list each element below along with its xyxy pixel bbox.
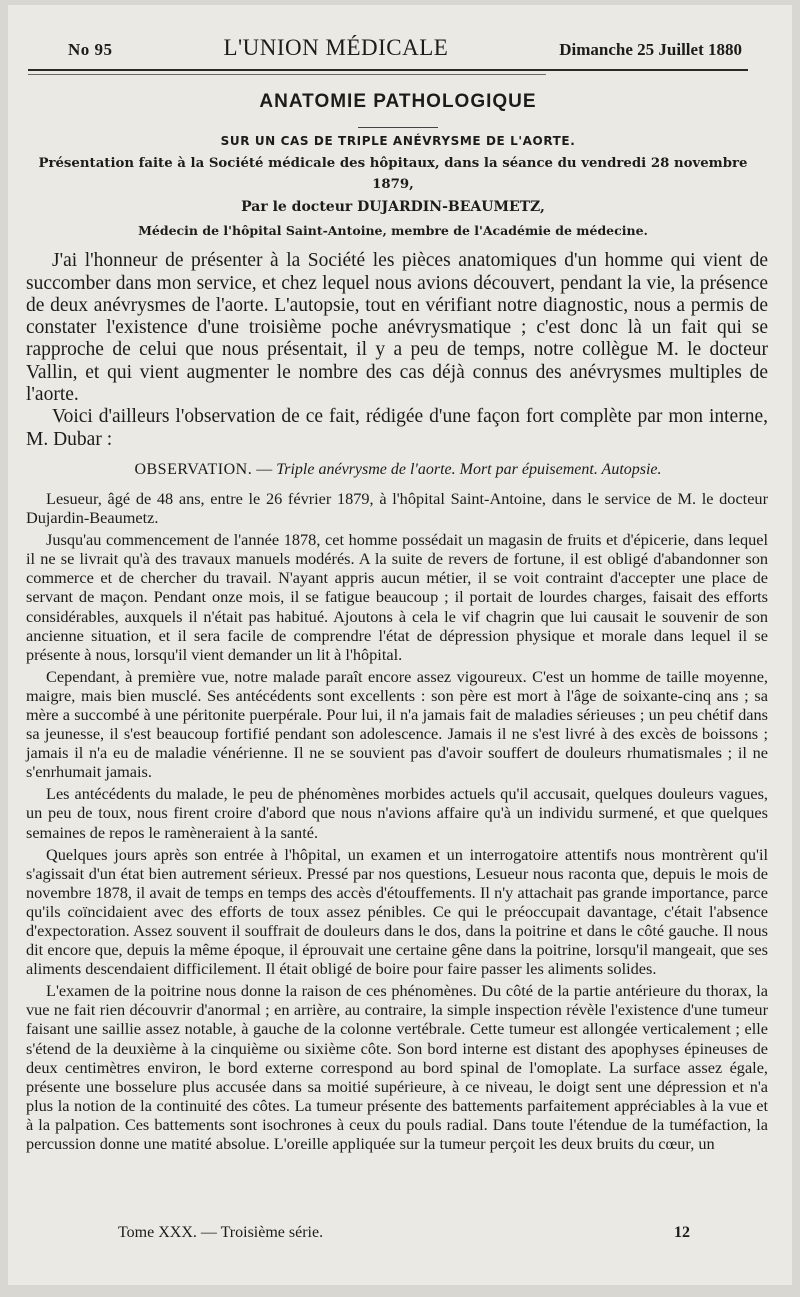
header-rule [28, 69, 748, 71]
presentation-line: Présentation faite à la Société médicale des hôpitaux, dans la séance du vendredi 28 novembre 1879, [38, 156, 748, 192]
journal-title: L'UNION MÉDICALE [223, 35, 449, 60]
page-footer [118, 1224, 690, 1242]
section-divider [358, 127, 438, 128]
observation-dash: — [252, 460, 277, 478]
observation-title: Triple anévrysme de l'aorte. Mort par épuisement. Autopsie. [276, 460, 662, 478]
volume-info: Tome XXX. — Troisième série. [118, 1224, 324, 1241]
article-title: SUR UN CAS DE TRIPLE ANÉVRYSME DE L'AORTE. [220, 134, 576, 148]
body-paragraph: Lesueur, âgé de 48 ans, entre le 26 février 1879, à l'hôpital Saint-Antoine, dans le service de M. le docteur Dujardin-Beaumetz. [26, 488, 768, 528]
observation-heading [28, 461, 768, 479]
body-paragraph: L'examen de la poitrine nous donne la raison de ces phénomènes. Du côté de la partie antérieure du thorax, la vue ne fait rien découvrir d'anormal ; en arrière, au contraire, la simple inspection révèle l'existence d'une tumeur faisant une saillie assez notable, à gauche de la colonne vertébrale. Cette tumeur est allongée verticalement ; elle s'étend de la deuxième à la cinquième ou sixième côte. Son bord interne est distant des apophyses épineuses de deux centimètres environ, le bord externe correspond au bord spinal de l'omoplate. La surface assez égale, présente une bosselure plus accusée dans sa moitié supérieure, à ce niveau, le doigt sent une dépression et n'a plus la notion de la continuité des côtes. La tumeur présente des battements parfaitement appréciables à la vue et à la palpation. Ces battements sont isochrones à ceux du pouls radial. Dans toute l'étendue de la tuméfaction, la percussion donne une matité absolue. L'oreille appliquée sur la tumeur perçoit les deux bruits du cœur, un [26, 981, 768, 1154]
header-rule-thin [28, 74, 546, 75]
author-line: Par le docteur DUJARDIN-BEAUMETZ, [241, 199, 545, 216]
observation-body [26, 489, 768, 1153]
body-paragraph: Quelques jours après son entrée à l'hôpital, un examen et un interrogatoire attentifs nous montrèrent qu'il s'agissait d'un état bien autrement sérieux. Pressé par nos questions, Lesueur nous raconta que, depuis le mois de novembre 1878, il avait de temps en temps des accès d'étouffements. Il n'y attachait pas grande importance, parce qu'ils coïncidaient avec des efforts de toux assez pénibles. Ce qui le préoccupait davantage, c'était l'absence d'expectoration. Assez souvent il souffrait de douleurs dans le dos, dans la poitrine et dans le côté gauche. Il nous dit encore que, depuis la même époque, il éprouvait une certaine gêne dans la poitrine, lorsqu'il mangeait, que ses aliments descendaient difficilement. Il était obligé de boire pour faire passer les aliments solides. [26, 844, 768, 979]
observation-label: OBSERVATION. [134, 460, 253, 478]
body-paragraph: Jusqu'au commencement de l'année 1878, cet homme possédait un magasin de fruits et d'épicerie, dans lequel il ne se livrait qu'à des travaux manuels modérés. A la suite de revers de fortune, il est obligé d'abandonner son commerce et de chercher du travail. N'ayant appris aucun métier, il se voit contraint d'accepter une place de servant de maçon. Pendant onze mois, il se fatigue beaucoup ; il portait de lourdes charges, faisait des efforts considérables, auxquels il n'était pas habitué. Ajoutons à cela le vif chagrin que lui causait le souvenir de son ancienne situation, et il sera facile de comprendre l'état de dépression physique et morale dans lequel il se présente à nous, lorsqu'il vient demander un lit à l'hôpital. [26, 530, 768, 664]
body-paragraph: Les antécédents du malade, le peu de phénomènes morbides actuels qu'il accusait, quelques douleurs vagues, un peu de toux, nous firent croire d'abord que nous n'avions affaire qu'à un individu surmené, et que quelques semaines de repos le ramèneraient à la santé. [26, 784, 768, 842]
page-number: 12 [674, 1224, 690, 1241]
issue-number: No 95 [68, 40, 113, 59]
lead-paragraph: J'ai l'honneur de présenter à la Société les pièces anatomiques d'un homme qui vient de succomber dans mon service, et chez lequel nous avions découvert, pendant la vie, la présence de deux anévrysmes de l'aorte. L'autopsie, tout en vérifiant notre diagnostic, nous a permis de constater l'existence d'une troisième poche anévrysmatique ; c'est donc là un fait qui se rapproche de celui que nous présentait, il y a peu de temps, notre collègue M. le docteur Vallin, et qui vient augmenter le nombre des cas déjà connus des anévrysmes multiples de l'aorte. [26, 250, 768, 406]
issue-date: Dimanche 25 Juillet 1880 [559, 40, 742, 59]
running-head [68, 35, 768, 61]
section-title: ANATOMIE PATHOLOGIQUE [259, 91, 537, 112]
body-paragraph: Cependant, à première vue, notre malade paraît encore assez vigoureux. C'est un homme de taille moyenne, maigre, mais bien musclé. Ses antécédents sont excellents : son père est mort à l'âge de soixante-cinq ans ; sa mère a succombé à une péritonite puerpérale. Pour lui, il n'a jamais fait de maladies sérieuses ; un peu chétif dans sa jeunesse, il s'est beaucoup fortifié pendant son adolescence. Jamais il ne s'est livré à des excès de boissons ; jamais il n'a eu de maladie vénérienne. Il ne se souvient pas d'avoir souffert de douleurs rhumatismales ; il ne s'enrhumait jamais. [26, 666, 768, 782]
lead-text [26, 250, 768, 451]
journal-page [8, 5, 792, 1285]
lead-paragraph: Voici d'ailleurs l'observation de ce fait, rédigée d'une façon fort complète par mon interne, M. Dubar : [26, 406, 768, 450]
affiliation-line: Médecin de l'hôpital Saint-Antoine, membre de l'Académie de médecine. [138, 222, 648, 238]
